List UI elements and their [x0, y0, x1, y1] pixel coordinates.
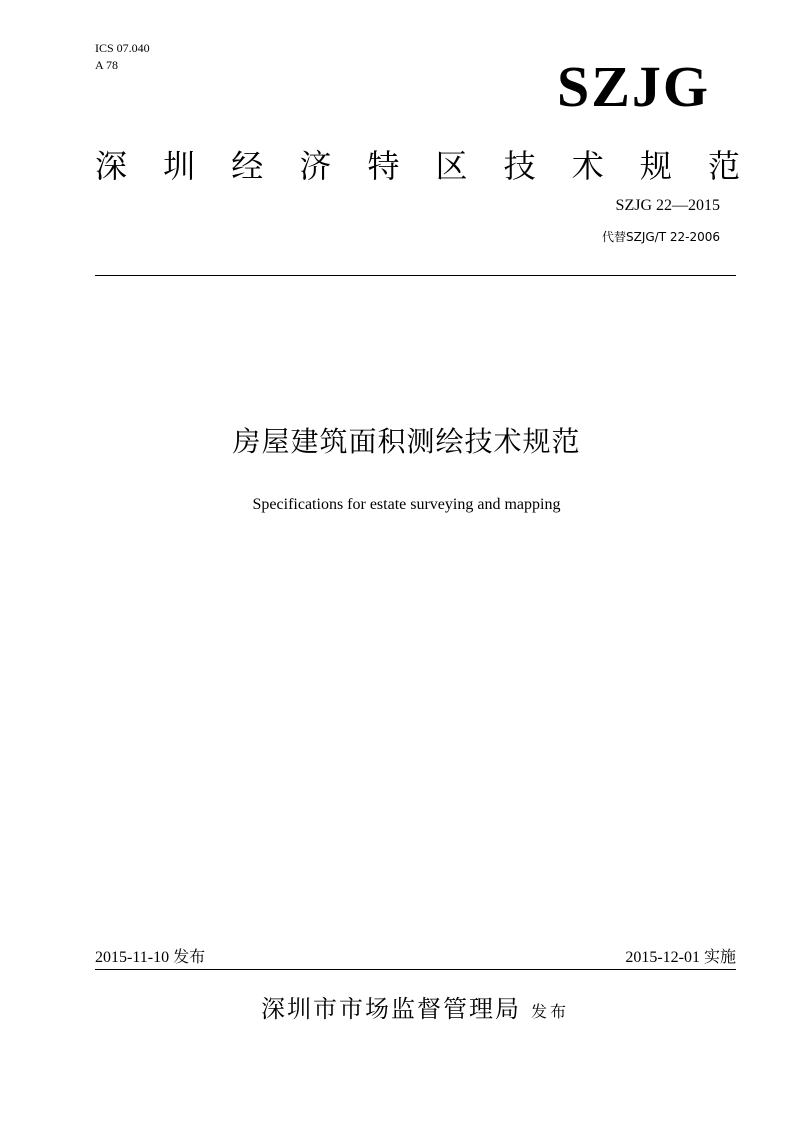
standard-type-char: 济 — [299, 147, 332, 185]
standard-number: SZJG 22—2015 — [615, 197, 720, 214]
classification-code: A 78 — [95, 58, 119, 72]
standard-type-char: 深 — [95, 147, 128, 185]
standard-type-char: 术 — [571, 147, 604, 185]
issue-date-line — [95, 946, 205, 969]
issue-date: 2015-11-10 — [95, 949, 170, 966]
implementation-date-line — [520, 946, 736, 969]
implementation-date: 2015-12-01 — [625, 949, 700, 966]
standard-type-char: 圳 — [163, 147, 196, 185]
standard-type-char: 技 — [503, 147, 536, 185]
standard-type-heading — [95, 144, 740, 188]
document-title-english: Specifications for estate surveying and mapping — [252, 496, 561, 513]
standard-logo: SZJG — [556, 54, 710, 119]
issuing-authority: 深圳市市场监督管理局 — [260, 995, 521, 1023]
implementation-label: 实施 — [703, 947, 736, 966]
issuing-authority-line — [0, 992, 793, 1029]
standard-type-char: 特 — [367, 147, 400, 185]
header-divider — [95, 275, 736, 276]
standard-type-char: 规 — [639, 147, 672, 185]
ics-code: ICS 07.040 — [95, 41, 150, 55]
standard-type-char: 经 — [231, 147, 264, 185]
standard-type-char: 范 — [707, 147, 740, 185]
ics-classification-block — [95, 40, 150, 74]
replaces-standard: 代替SZJG/T 22-2006 — [601, 230, 720, 244]
issuer-action: 发布 — [530, 1002, 569, 1021]
standard-type-char: 区 — [435, 147, 468, 185]
issue-label: 发布 — [173, 947, 206, 966]
document-title-chinese: 房屋建筑面积测绘技术规范 — [232, 425, 581, 458]
footer-divider — [95, 969, 736, 970]
